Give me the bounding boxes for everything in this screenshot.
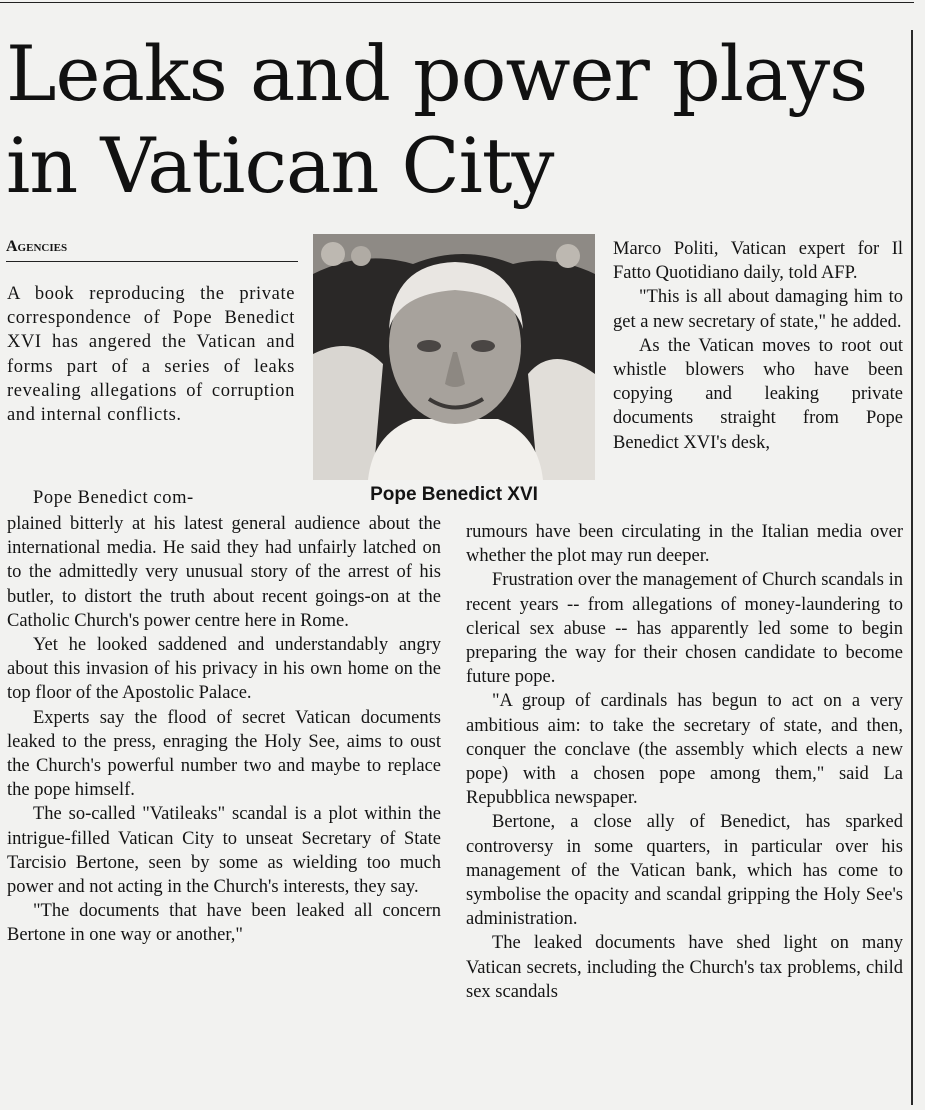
paragraph: Marco Politi, Vatican expert for Il Fatto Quotidiano daily, told AFP. bbox=[613, 239, 903, 284]
paragraph: As the Vatican moves to root out whistle blowers who have been copying and leaking private documents straight from Pope Benedict XVI's desk, bbox=[613, 335, 903, 453]
column-rule bbox=[911, 30, 913, 1105]
pope-portrait-illustration bbox=[313, 234, 595, 480]
byline: Agencies bbox=[6, 238, 298, 262]
paragraph: Experts say the flood of secret Vatican documents leaked to the press, enraging the Holy See, aims to oust the Church's powerful number two and maybe to replace the pope himself. bbox=[7, 707, 441, 801]
paragraph: The so-called "Vatileaks" scandal is a plot within the intrigue-filled Vatican City to unseat Secretary of State Tarcisio Bertone, seen by some as wielding too much power and not acting in the Church's interests, they say. bbox=[7, 804, 441, 898]
headline: Leaks and power plays in Vatican City bbox=[6, 29, 868, 210]
paragraph: plained bitterly at his latest general audience about the international media. He said they had unfairly latched on to the admittedly very unusual story of the arrest of his butler, to distort the truth about recent goings-on at the Catholic Church's power centre here in Rome. bbox=[7, 514, 441, 631]
paragraph: rumours have been circulating in the Italian media over whether the plot may run deeper. bbox=[466, 522, 903, 567]
paragraph: Bertone, a close ally of Benedict, has sparked controversy in some quarters, in particular over his management of the Vatican bank, which has come to symbolise the opacity and scandal gripping the Holy See's administration. bbox=[466, 812, 903, 930]
paragraph: "A group of cardinals has begun to act on a very ambitious aim: to take the secretary of state, and then, conquer the conclave (the assembly which elects a new pope) with a chosen pope among them," said La Repubblica newspaper. bbox=[466, 691, 903, 809]
paragraph: The leaked documents have shed light on many Vatican secrets, including the Church's tax problems, child sex scandals bbox=[466, 933, 903, 1002]
photo-caption: Pope Benedict XVI bbox=[370, 484, 538, 505]
paragraph: Yet he looked saddened and understandably angry about this invasion of his privacy in his own home on the top floor of the Apostolic Palace. bbox=[7, 635, 441, 704]
paragraph: Frustration over the management of Church scandals in recent years -- from allegations of money-laundering to clerical sex abuse -- has apparently led some to begin preparing the way for their chosen candidate to become future pope. bbox=[466, 570, 903, 688]
pope-photo bbox=[313, 234, 595, 480]
paragraph-start: Pope Benedict com- bbox=[33, 488, 194, 508]
paragraph: "The documents that have been leaked all concern Bertone in one way or another," bbox=[7, 901, 441, 946]
lead-paragraph: A book reproducing the private correspondence of Pope Benedict XVI has angered the Vatican and forms part of a series of leaks revealing allegations of corruption and internal conflicts. bbox=[7, 284, 295, 426]
column-right-top bbox=[613, 237, 903, 455]
column-left-body bbox=[7, 512, 441, 948]
column-right-body bbox=[466, 520, 903, 1004]
top-rule bbox=[0, 2, 914, 3]
paragraph: "This is all about damaging him to get a new secretary of state," he added. bbox=[613, 287, 903, 332]
